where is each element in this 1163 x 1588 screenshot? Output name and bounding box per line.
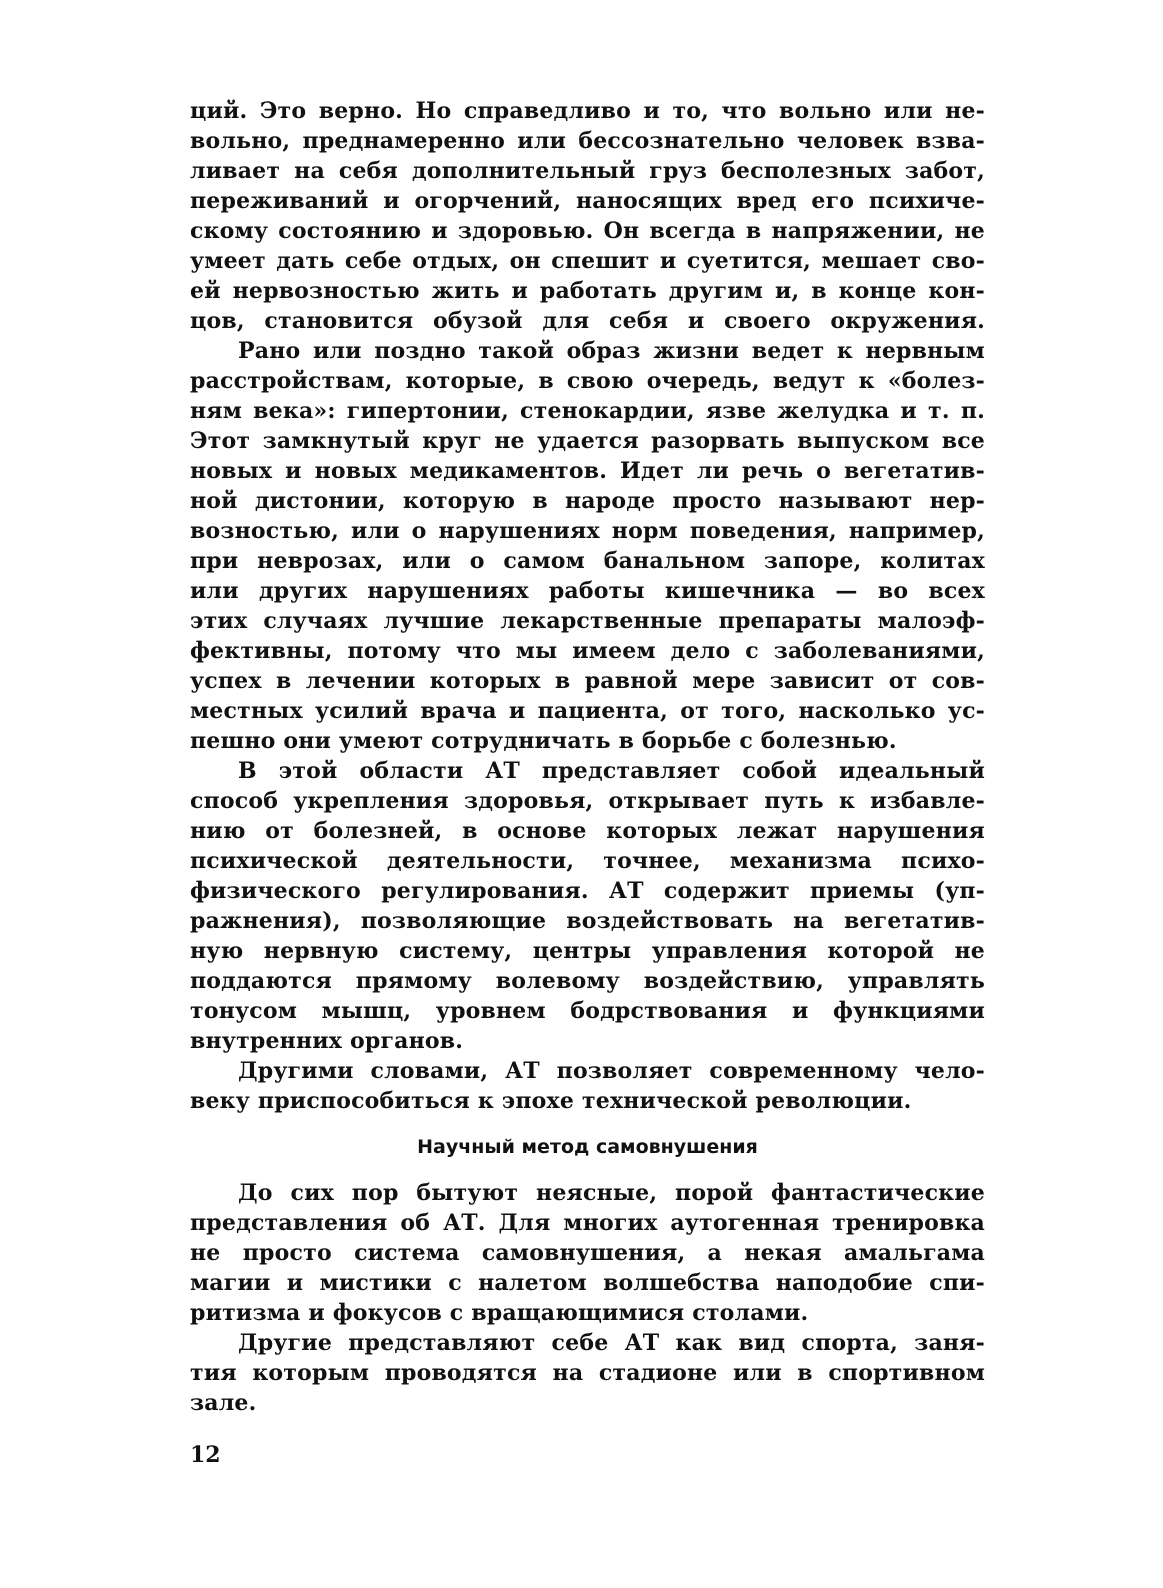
paragraph-4: [190, 1056, 985, 1116]
text-line: возностью, или о нарушениях норм поведения, например,: [190, 518, 985, 544]
text-line: веку приспособиться к эпохе технической революции.: [190, 1088, 912, 1114]
text-line: ням века»: гипертонии, стенокардии, язве желудка и т. п.: [190, 398, 985, 424]
text-line: зале.: [190, 1390, 257, 1416]
page-text: [190, 96, 985, 1418]
text-line: Другие представляют себе АТ как вид спорта, заня-: [238, 1330, 985, 1356]
text-line: ей нервозностью жить и работать другим и, в конце кон-: [190, 278, 985, 304]
text-line: цов, становится обузой для себя и своего окружения.: [190, 308, 985, 334]
text-line: ной дистонии, которую в народе просто называют нер-: [190, 488, 985, 514]
text-line: или других нарушениях работы кишечника — во всех: [190, 578, 985, 604]
text-line: скому состоянию и здоровью. Он всегда в напряжении, не: [190, 218, 985, 244]
text-line: нию от болезней, в основе которых лежат нарушения: [190, 818, 985, 844]
text-line: умеет дать себе отдых, он спешит и суетится, мешает сво-: [190, 248, 985, 274]
text-line: До сих пор бытуют неясные, порой фантастические: [238, 1180, 985, 1206]
paragraph-6: [190, 1328, 985, 1418]
text-line: ную нервную систему, центры управления которой не: [190, 938, 985, 964]
text-line: тонусом мышц, уровнем бодрствования и функциями: [190, 998, 985, 1024]
paragraph-5: [190, 1178, 985, 1328]
text-line: представления об АТ. Для многих аутогенная тренировка: [190, 1210, 985, 1236]
text-line: поддаются прямому волевому воздействию, управлять: [190, 968, 985, 994]
text-line: внутренних органов.: [190, 1028, 464, 1054]
paragraph-1: [190, 96, 985, 336]
text-line: фективны, потому что мы имеем дело с заболеваниями,: [190, 638, 985, 664]
text-line: этих случаях лучшие лекарственные препараты малоэф-: [190, 608, 985, 634]
text-line: тия которым проводятся на стадионе или в спортивном: [190, 1360, 985, 1386]
text-line: переживаний и огорчений, наносящих вред его психиче-: [190, 188, 985, 214]
text-line: физического регулирования. АТ содержит приемы (уп-: [190, 878, 985, 904]
text-line: успех в лечении которых в равной мере зависит от сов-: [190, 668, 985, 694]
text-line: не просто система самовнушения, а некая амальгама: [190, 1240, 985, 1266]
page-number: 12: [190, 1442, 221, 1468]
paragraph-3: [190, 756, 985, 1056]
text-line: пешно они умеют сотрудничать в борьбе с болезнью.: [190, 728, 897, 754]
text-line: вольно, преднамеренно или бессознательно человек взва-: [190, 128, 985, 154]
text-line: ций. Это верно. Но справедливо и то, что вольно или не-: [190, 98, 985, 124]
text-line: расстройствам, которые, в свою очередь, ведут к «болез-: [190, 368, 985, 394]
text-line: ливает на себя дополнительный груз бесполезных забот,: [190, 158, 985, 184]
text-line: ритизма и фокусов с вращающимися столами.: [190, 1300, 809, 1326]
text-line: местных усилий врача и пациента, от того, насколько ус-: [190, 698, 985, 724]
text-line: новых и новых медикаментов. Идет ли речь о вегетатив-: [190, 458, 985, 484]
text-line: Рано или поздно такой образ жизни ведет к нервным: [238, 338, 985, 364]
text-line: ражнения), позволяющие воздействовать на вегетатив-: [190, 908, 985, 934]
text-line: Другими словами, АТ позволяет современному чело-: [238, 1058, 985, 1084]
text-line: психической деятельности, точнее, механизма психо-: [190, 848, 985, 874]
paragraph-2: [190, 336, 985, 756]
section-heading: Научный метод самовнушения: [417, 1136, 758, 1158]
text-line: способ укрепления здоровья, открывает путь к избавле-: [190, 788, 985, 814]
text-line: магии и мистики с налетом волшебства наподобие спи-: [190, 1270, 985, 1296]
text-line: при неврозах, или о самом банальном запоре, колитах: [190, 548, 985, 574]
text-line: Этот замкнутый круг не удается разорвать выпуском все: [190, 428, 985, 454]
text-line: В этой области АТ представляет собой идеальный: [238, 758, 985, 784]
